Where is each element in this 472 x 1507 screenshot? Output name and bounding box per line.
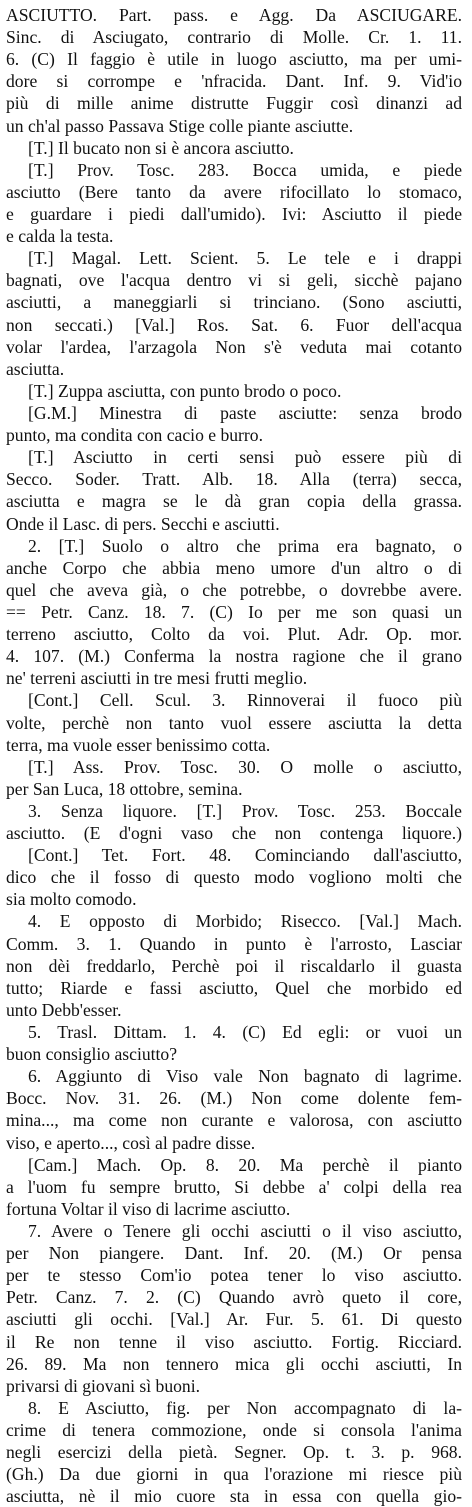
text-line: 4. 107. (M.) Conferma la nostra ragione che il grano xyxy=(6,646,462,667)
text-line: punto, ma condita con cacio e burro. xyxy=(6,425,263,446)
text-line: 2. [T.] Suolo o altro che prima era bagnato, o xyxy=(28,535,462,556)
text-line: dore si corrompe e 'nfracida. Dant. Inf. 9. Vid'io xyxy=(6,71,462,92)
text-line: negli esercizi della pietà. Segner. Op. t. 3. p. 968. xyxy=(6,1442,462,1463)
text-line: per te stesso Com'io potea tener lo viso asciutto. xyxy=(6,1265,462,1286)
text-line: [Cam.] Mach. Op. 8. 20. Ma perchè il pianto xyxy=(28,1154,462,1175)
text-line: [T.] Zuppa asciutta, con punto brodo o poco. xyxy=(28,380,342,401)
text-line: e guardare i piedi dall'umido). Ivi: Asciutto il piede xyxy=(6,203,462,224)
text-line: e calda la testa. xyxy=(6,226,114,247)
text-line: Secco. Soder. Tratt. Alb. 18. Alla (terra) secca, xyxy=(6,469,462,490)
text-line: terra, ma vuole esser benissimo cotta. xyxy=(6,734,271,755)
text-line: tutto; Riarde e fassi asciutto, Quel che morbido ed xyxy=(6,977,462,998)
text-line: fortuna Voltar il viso di lacrime asciutto. xyxy=(6,1198,291,1219)
text-line: 7. Avere o Tenere gli occhi asciutti o il viso asciutto, xyxy=(28,1221,462,1242)
text-line: 6. (C) Il faggio è utile in luogo asciutto, ma per umi- xyxy=(6,49,462,70)
text-line: sia molto comodo. xyxy=(6,889,137,910)
text-line: Petr. Canz. 7. 2. (C) Quando avrò queto il core, xyxy=(6,1287,462,1308)
text-line: a l'uom fu sempre brutto, Si debbe a' colpi della rea xyxy=(6,1176,462,1197)
text-line: anche Corpo che abbia meno umore d'un altro o di xyxy=(6,557,462,578)
text-line: (Gh.) Da due giorni in qua l'orazione mi riesce più xyxy=(6,1464,462,1485)
text-line: viso, e aperto..., così al padre disse. xyxy=(6,1132,256,1153)
text-line: non seccati.) [Val.] Ros. Sat. 6. Fuor dell'acqua xyxy=(6,314,462,335)
text-line: 8. E Asciutto, fig. per Non accompagnato di la- xyxy=(28,1397,462,1418)
text-line: [Cont.] Cell. Scul. 3. Rinnoverai il fuoco più xyxy=(28,690,462,711)
text-line: 5. Trasl. Dittam. 1. 4. (C) Ed egli: or vuoi un xyxy=(28,1022,462,1043)
text-line: per San Luca, 18 ottobre, semina. xyxy=(6,778,243,799)
text-line: unto Debb'esser. xyxy=(6,999,122,1020)
text-line: 26. 89. Ma non tennero mica gli occhi asciutti, In xyxy=(6,1353,462,1374)
text-line: privarsi di giovani sì buoni. xyxy=(6,1375,201,1396)
text-line: terreno asciutto, Colto da voi. Plut. Adr. Op. mor. xyxy=(6,624,462,645)
text-line: asciutti gli occhi. [Val.] Ar. Fur. 5. 61. Di questo xyxy=(6,1309,462,1330)
text-line: [T.] Prov. Tosc. 283. Bocca umida, e piede xyxy=(28,159,462,180)
text-line: == Petr. Canz. 18. 7. (C) Io per me son quasi un xyxy=(6,601,462,622)
text-line: più di mille anime distrutte Fuggir così dinanzi ad xyxy=(6,93,462,114)
text-line: [T.] Ass. Prov. Tosc. 30. O molle o asciutto, xyxy=(28,756,462,777)
text-line: [G.M.] Minestra di paste asciutte: senza brodo xyxy=(28,402,462,423)
text-line: asciutta e magra se le dà gran copia della grassa. xyxy=(6,491,462,512)
text-line: [T.] Magal. Lett. Scient. 5. Le tele e i drappi xyxy=(28,248,462,269)
text-line: volar l'ardea, l'arzagola Non s'è veduta mai cotanto xyxy=(6,336,462,357)
entry-asciutto xyxy=(6,4,462,1507)
text-line: mina..., ma come non curante e valorosa, con asciutto xyxy=(6,1110,462,1131)
text-line: un ch'al passo Passava Stige colle piante asciutte. xyxy=(6,115,354,136)
text-line: volte, perchè non tanto vuol essere asciutta la detta xyxy=(6,712,462,733)
text-line: 6. Aggiunto di Viso vale Non bagnato di lagrime. xyxy=(28,1066,462,1087)
text-line: per Non piangere. Dant. Inf. 20. (M.) Or pensa xyxy=(6,1243,462,1264)
text-line: Bocc. Nov. 31. 26. (M.) Non come dolente fem- xyxy=(6,1088,462,1109)
text-line: crime di tenera commozione, onde si consola l'anima xyxy=(6,1420,462,1440)
text-line: non dèi freddarlo, Perchè poi il riscaldarlo il guasta xyxy=(6,955,462,976)
text-line: asciutto. (E d'ogni vaso che non contenga liquore.) xyxy=(6,823,462,844)
text-line: asciutta. xyxy=(6,358,65,379)
text-line: asciutto (Bere tanto da avere rifocillato lo stomaco, xyxy=(6,181,462,202)
text-line: Comm. 3. 1. Quando in punto è l'arrosto, Lasciar xyxy=(6,933,462,954)
text-line: asciutti, a maneggiarli si trinciano. (Sono asciutti, xyxy=(6,292,462,313)
text-line: 4. E opposto di Morbido; Risecco. [Val.] Mach. xyxy=(28,911,462,932)
text-line: [T.] Il bucato non si è ancora asciutto. xyxy=(28,137,294,158)
text-line: 3. Senza liquore. [T.] Prov. Tosc. 253. Boccale xyxy=(28,800,462,821)
text-line: il Re non tenne il viso asciutto. Fortig. Ricciard. xyxy=(6,1331,462,1352)
text-line: bagnati, ove l'acqua dentro vi si geli, sicchè pajano xyxy=(6,270,462,291)
headword-line: ASCIUTTO. Part. pass. e Agg. Da ASCIUGARE. xyxy=(6,5,462,25)
text-line: buon consiglio asciutto? xyxy=(6,1044,178,1065)
text-line: ne' terreni asciutti in tre mesi frutti meglio. xyxy=(6,668,308,689)
text-line: dico che il fosso di questo modo vogliono molti che xyxy=(6,867,462,888)
text-line: quel che aveva già, o che potrebbe, o dovrebbe avere. xyxy=(6,579,462,600)
text-line: [Cont.] Tet. Fort. 48. Cominciando dall'asciutto, xyxy=(28,845,462,866)
text-line: [T.] Asciutto in certi sensi può essere più di xyxy=(28,447,462,468)
text-line: asciutta, nè il mio cuore sta in essa con quella gio- xyxy=(6,1486,462,1507)
text-line: Onde il Lasc. di pers. Secchi e asciutti. xyxy=(6,513,280,534)
text-line: Sinc. di Asciugato, contrario di Molle. Cr. 1. 11. xyxy=(6,27,462,48)
